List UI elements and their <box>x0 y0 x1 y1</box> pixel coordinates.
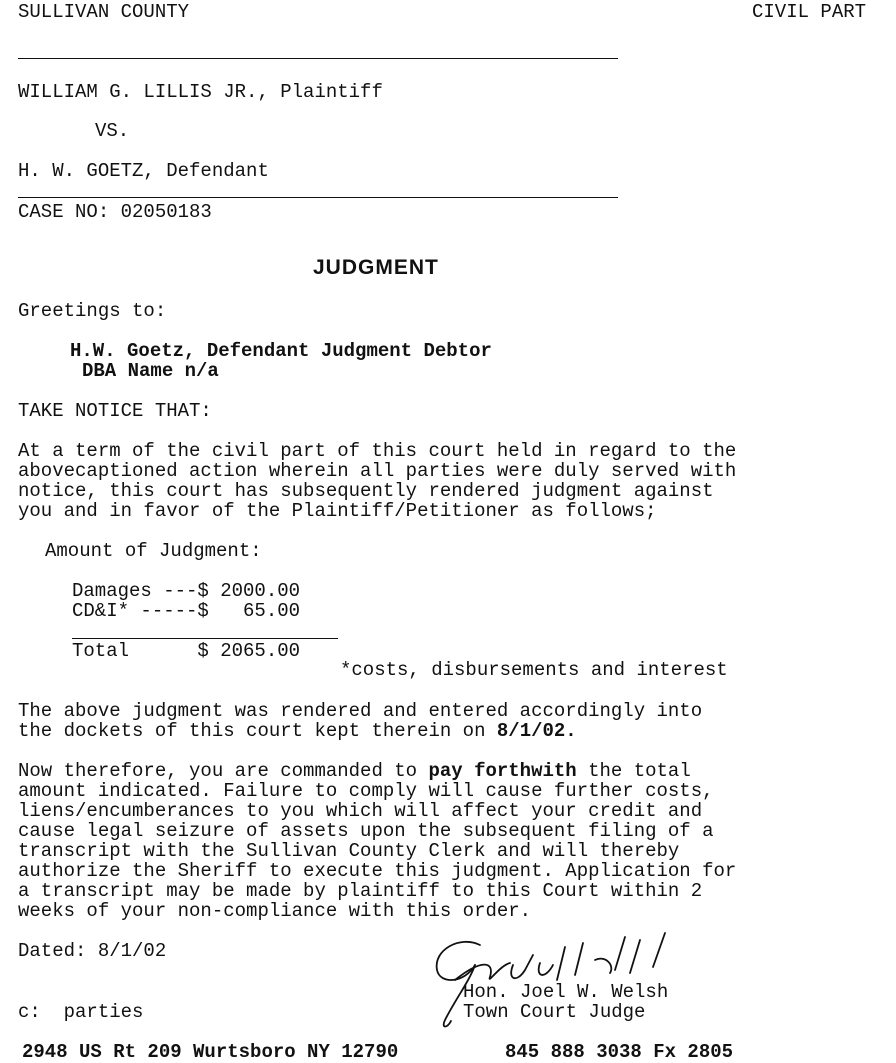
plaintiff-line: WILLIAM G. LILLIS JR., Plaintiff <box>18 81 383 103</box>
cdi-line: CD&I* -----$ 65.00 <box>72 600 301 622</box>
pay-forthwith-text: pay forthwith <box>428 760 577 782</box>
paragraph2-line2 <box>18 721 577 741</box>
paragraph3-line1-end: the total <box>576 760 691 782</box>
caption-top-rule <box>18 58 618 59</box>
debtor-dba: DBA Name n/a <box>82 360 219 382</box>
paragraph3-line3: liens/encumberances to you which will affect your credit and <box>18 800 703 822</box>
paragraph3-line5: transcript with the Sullivan County Clerk and will thereby <box>18 840 680 862</box>
total-rule <box>72 638 338 639</box>
costs-footnote: *costs, disbursements and interest <box>340 659 728 681</box>
debtor-name: H.W. Goetz, Defendant Judgment Debtor <box>70 340 492 362</box>
county-name: SULLIVAN COUNTY <box>18 1 190 23</box>
paragraph3-line1-start: Now therefore, you are commanded to <box>18 760 429 782</box>
paragraph1-line3: notice, this court has subsequently rendered judgment against <box>18 480 714 502</box>
greeting-line: Greetings to: <box>18 300 167 322</box>
paragraph3-line8: weeks of your non-compliance with this order. <box>18 900 532 922</box>
total-line: Total $ 2065.00 <box>72 640 301 662</box>
judge-name: Hon. Joel W. Welsh <box>463 981 669 1003</box>
case-number: CASE NO: 02050183 <box>18 201 212 223</box>
paragraph1-line4: you and in favor of the Plaintiff/Petitioner as follows; <box>18 500 657 522</box>
paragraph2-line2-text: the dockets of this court kept therein on <box>18 720 497 742</box>
notice-heading: TAKE NOTICE THAT: <box>18 400 212 422</box>
paragraph1-line1: At a term of the civil part of this court held in regard to the <box>18 440 737 462</box>
amount-label: Amount of Judgment: <box>45 540 262 562</box>
paragraph3-line6: authorize the Sheriff to execute this judgment. Application for <box>18 860 737 882</box>
judgment-date: 8/1/02. <box>496 720 577 742</box>
court-part: CIVIL PART <box>752 1 867 23</box>
dated-line: Dated: 8/1/02 <box>18 940 167 962</box>
paragraph3-line2: amount indicated. Failure to comply will cause further costs, <box>18 780 714 802</box>
footer-address: 2948 US Rt 209 Wurtsboro NY 12790 <box>22 1041 399 1063</box>
caption-bottom-rule <box>18 197 618 198</box>
damages-line: Damages ---$ 2000.00 <box>72 580 301 602</box>
paragraph3-line4: cause legal seizure of assets upon the subsequent filing of a <box>18 820 714 842</box>
defendant-line: H. W. GOETZ, Defendant <box>18 160 269 182</box>
versus-label: VS. <box>95 120 130 142</box>
judge-title: Town Court Judge <box>463 1001 646 1023</box>
cc-line: c: parties <box>18 1001 144 1023</box>
paragraph1-line2: abovecaptioned action wherein all parties were duly served with <box>18 460 737 482</box>
paragraph3-line1 <box>18 761 691 781</box>
paragraph3-line7: a transcript may be made by plaintiff to this Court within 2 <box>18 880 703 902</box>
document-title: JUDGMENT <box>313 256 439 279</box>
footer-phone: 845 888 3038 Fx 2805 <box>505 1041 734 1063</box>
paragraph2-line1: The above judgment was rendered and entered accordingly into <box>18 700 703 722</box>
